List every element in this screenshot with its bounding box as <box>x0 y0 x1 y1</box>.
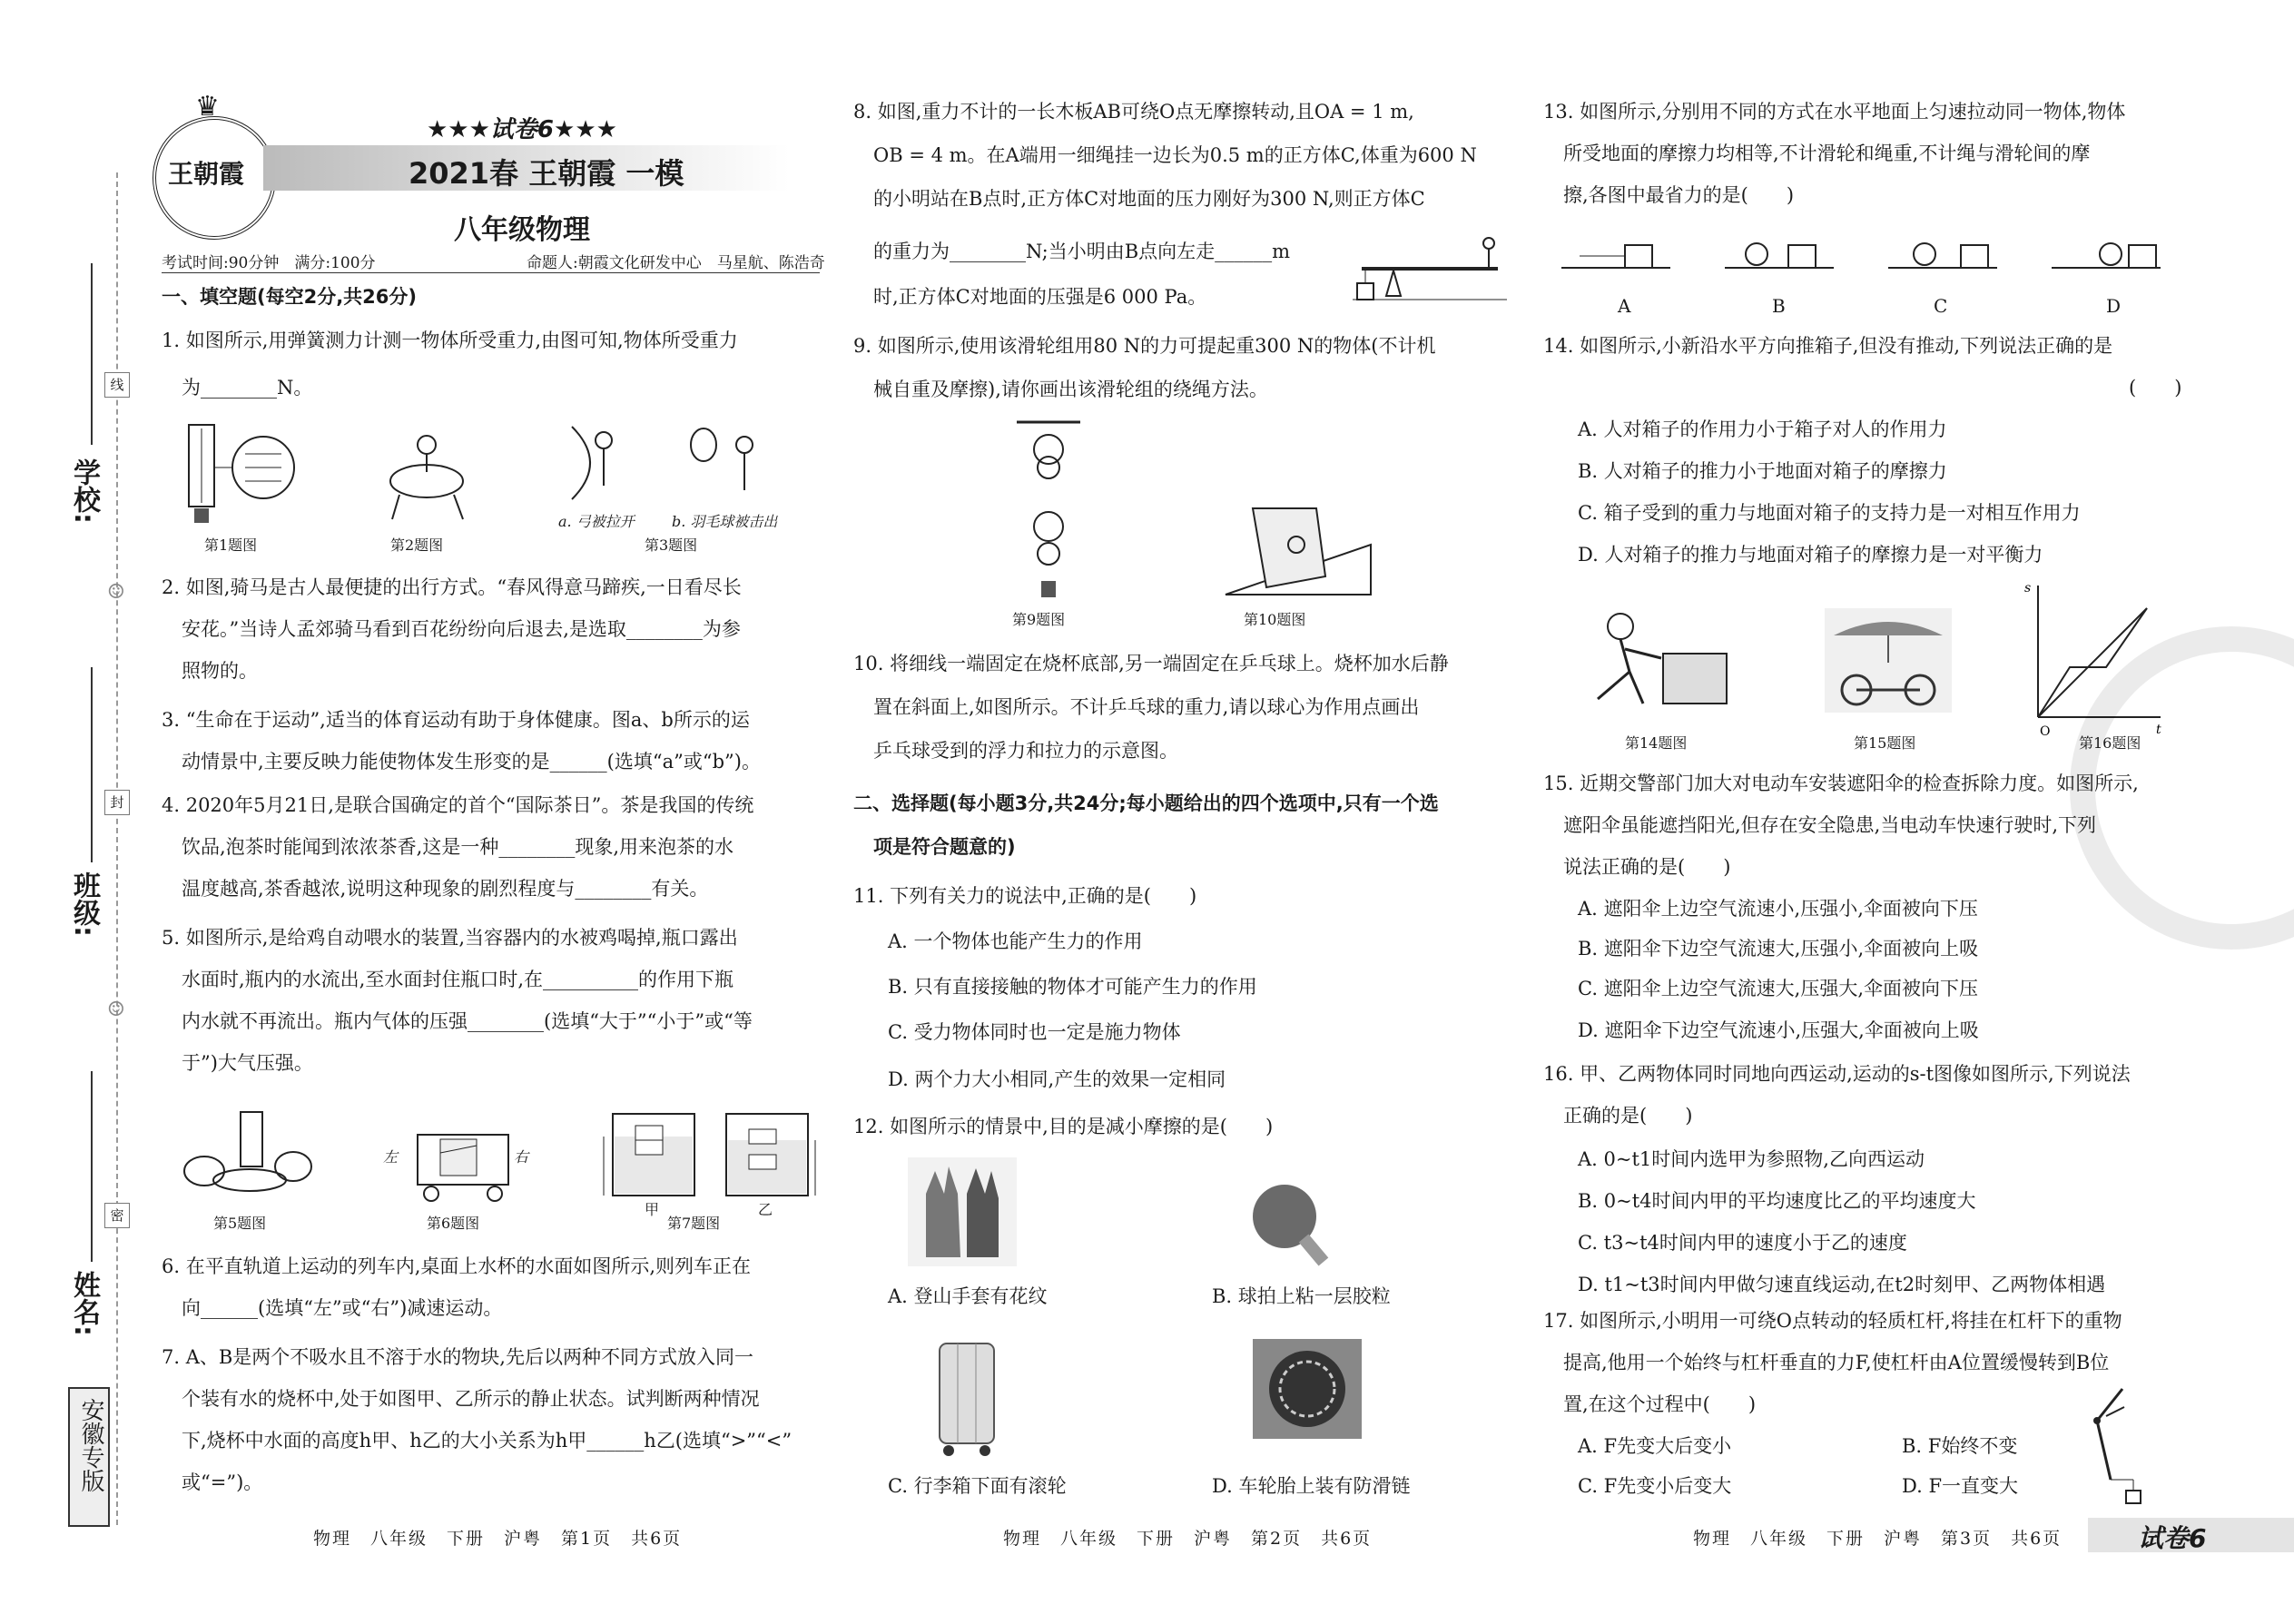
q12-option-d: D. 车轮胎上装有防滑链 <box>1212 1475 1411 1497</box>
fig6-train-cup <box>399 1126 517 1207</box>
fig14-boy-pushing <box>1580 608 1734 713</box>
q8-line5: 时,正方体C对地面的压强是6 000 Pa。 <box>873 286 1207 308</box>
series-label: ★★★试卷6★★★ <box>427 116 617 143</box>
page2-footer: 物理 八年级 下册 沪粤 第2页 共6页 <box>1003 1529 1373 1549</box>
name-label: 姓名: <box>68 1271 100 1336</box>
fig5-caption: 第5题图 <box>213 1215 267 1232</box>
class-blank <box>91 667 93 862</box>
q12-option-a: A. 登山手套有花纹 <box>888 1285 1048 1307</box>
q16-option-c: C. t3~t4时间内甲的速度小于乙的速度 <box>1578 1232 1907 1254</box>
fig15-ebike-umbrella <box>1825 608 1952 713</box>
rose-icon: ☺ <box>107 581 125 604</box>
q17-line3: 置,在这个过程中( ) <box>1563 1393 1757 1415</box>
fig8-lever <box>1353 232 1507 305</box>
seal-seal: 封 <box>104 790 130 815</box>
q2-line3: 照物的。 <box>182 660 258 682</box>
q16-option-b: B. 0~t4时间内甲的平均速度比乙的平均速度大 <box>1578 1190 1976 1212</box>
seal-line: 线 <box>104 372 130 398</box>
q5-line4: 于”)大气压强。 <box>182 1052 313 1074</box>
q2-line2: 安花。”当诗人孟郊骑马看到百花纷纷向后退去,是选取________为参 <box>182 618 741 640</box>
q13-line1: 13. 如图所示,分别用不同的方式在水平地面上匀速拉动同一物体,物体 <box>1543 101 2126 123</box>
exam-authors: 命题人:朝霞文化研发中心 马星航、陈浩奇 <box>527 254 825 272</box>
q15-line3: 说法正确的是( ) <box>1563 856 1731 878</box>
q4-line3: 温度越高,茶香越浓,说明这种现象的剧烈程度与________有关。 <box>182 878 709 900</box>
q14-option-b: B. 人对箱子的推力小于地面对箱子的摩擦力 <box>1578 460 1947 482</box>
q11-option-b: B. 只有直接接触的物体才可能产生力的作用 <box>888 976 1257 998</box>
q8-line1: 8. 如图,重力不计的一长木板AB可绕O点无摩擦转动,且OA = 1 m, <box>853 101 1414 123</box>
q8-line2: OB = 4 m。在A端用一细绳挂一边长为0.5 m的正方体C,体重为600 N <box>873 144 1477 166</box>
q13-label-b: B <box>1772 295 1786 317</box>
fig3a-label: a. 弓被拉开 <box>558 513 635 530</box>
q10-line1: 10. 将细线一端固定在烧杯底部,另一端固定在乒乓球上。烧杯加水后静 <box>853 653 1449 674</box>
q1-line2: 为________N。 <box>182 377 313 399</box>
q10-line2: 置在斜面上,如图所示。不计乒乓球的重力,请以球心为作用点画出 <box>873 696 1420 718</box>
svg-text:t: t <box>2156 723 2161 737</box>
q17-option-c: C. F先变小后变大 <box>1578 1475 1732 1497</box>
q8-line3: 的小明站在B点时,正方体C对地面的压力刚好为300 N,则正方体C <box>873 188 1425 210</box>
page1-footer: 物理 八年级 下册 沪粤 第1页 共6页 <box>313 1529 683 1549</box>
q6-line2: 向______(选填“左”或“右”)减速运动。 <box>182 1297 503 1319</box>
fig16-caption: 第16题图 <box>2079 734 2141 752</box>
class-label: 班级: <box>68 871 100 937</box>
rose-icon: ☺ <box>107 999 125 1021</box>
q14-option-d: D. 人对箱子的推力与地面对箱子的摩擦力是一对平衡力 <box>1578 544 2043 566</box>
q3-line1: 3. “生命在于运动”,适当的体育运动有助于身体健康。图a、b所示的运 <box>162 709 750 731</box>
q5-line2: 水面时,瓶内的水流出,至水面封住瓶口时,在__________的作用下瓶 <box>182 969 734 990</box>
fig7-caption: 第7题图 <box>667 1215 721 1232</box>
fig3b-label: b. 羽毛球被击出 <box>672 513 778 530</box>
q17-option-d: D. F一直变大 <box>1902 1475 2019 1497</box>
q11-stem: 11. 下列有关力的说法中,正确的是( ) <box>853 885 1197 907</box>
q16-line2: 正确的是( ) <box>1563 1105 1693 1127</box>
exam-meta: 考试时间:90分钟 满分:100分 <box>162 254 376 272</box>
fig6-left-label: 左 <box>383 1148 399 1166</box>
q7-line3: 下,烧杯中水面的高度h甲、h乙的大小关系为h甲______h乙(选填“>”“<” <box>182 1430 793 1452</box>
q17-option-a: A. F先变大后变小 <box>1578 1435 1732 1457</box>
q12-stem: 12. 如图所示的情景中,目的是减小摩擦的是( ) <box>853 1116 1274 1137</box>
fig1-caption: 第1题图 <box>204 536 258 554</box>
fig3-caption: 第3题图 <box>645 536 698 554</box>
q15-line1: 15. 近期交警部门加大对电动车安装遮阳伞的检查拆除力度。如图所示, <box>1543 773 2139 794</box>
q13-label-c: C <box>1934 295 1948 317</box>
q4-line2: 饮品,泡茶时能闻到浓浓茶香,这是一种________现象,用来泡茶的水 <box>182 836 734 858</box>
fig7-jia-label: 甲 <box>645 1201 660 1218</box>
q13-label-d: D <box>2106 295 2122 317</box>
seal-secret: 密 <box>104 1203 130 1228</box>
q16-option-a: A. 0~t1时间内选甲为参照物,乙向西运动 <box>1578 1148 1925 1170</box>
q10-line3: 乒乓球受到的浮力和拉力的示意图。 <box>873 740 1178 762</box>
q5-line1: 5. 如图所示,是给鸡自动喂水的装置,当容器内的水被鸡喝掉,瓶口露出 <box>162 927 738 949</box>
q16-line1: 16. 甲、乙两物体同时同地向西运动,运动的s-t图像如图所示,下列说法 <box>1543 1063 2131 1085</box>
fig5-chicken-feeder <box>177 1107 313 1207</box>
header-rule <box>162 272 820 273</box>
brand-logo-text: 王朝霞 <box>168 159 245 189</box>
q11-option-c: C. 受力物体同时也一定是施力物体 <box>888 1021 1181 1043</box>
fig3a-archer <box>554 418 635 508</box>
q7-line2: 个装有水的烧杯中,处于如图甲、乙所示的静止状态。试判断两种情况 <box>182 1388 760 1410</box>
fig1-spring-scale <box>182 418 300 527</box>
fig2-horse-rider <box>372 418 481 527</box>
q12-tire-chain-photo <box>1253 1339 1362 1439</box>
q7-line4: 或“=”)。 <box>182 1471 263 1493</box>
q12-option-b: B. 球拍上粘一层胶粒 <box>1212 1285 1391 1307</box>
q15-option-a: A. 遮阳伞上边空气流速小,压强小,伞面被向下压 <box>1578 898 1978 920</box>
q13-line2: 所受地面的摩擦力均相等,不计滑轮和绳重,不计绳与滑轮间的摩 <box>1563 143 2091 164</box>
q3-line2: 动情景中,主要反映力能使物体发生形变的是______(选填“a”或“b”)。 <box>182 751 761 773</box>
fig10-incline-beaker <box>1216 504 1380 604</box>
edition-text: 安徽专版 <box>77 1398 104 1492</box>
q12-glove-photo <box>908 1157 1017 1266</box>
svg-text:O: O <box>2040 724 2051 739</box>
fig7-yi-label: 乙 <box>758 1201 773 1218</box>
q15-option-c: C. 遮阳伞上边空气流速大,压强大,伞面被向下压 <box>1578 978 1979 999</box>
section2-title-line1: 二、选择题(每小题3分,共24分;每小题给出的四个选项中,只有一个选 <box>853 792 1439 814</box>
q15-option-d: D. 遮阳伞下边空气流速小,压强大,伞面被向上吸 <box>1578 1019 1979 1041</box>
q5-line3: 内水就不再流出。瓶内气体的压强________(选填“大于”“小于”或“等 <box>182 1010 753 1032</box>
q1-line1: 1. 如图所示,用弹簧测力计测一物体所受重力,由图可知,物体所受重力 <box>162 330 738 351</box>
q6-line1: 6. 在平直轨道上运动的列车内,桌面上水杯的水面如图所示,则列车正在 <box>162 1255 752 1277</box>
section1-title: 一、填空题(每空2分,共26分) <box>162 286 418 308</box>
school-blank <box>91 263 93 445</box>
q17-line2: 提高,他用一个始终与杠杆垂直的力F,使杠杆由A位置缓慢转到B位 <box>1563 1352 2110 1373</box>
q12-paddle-photo <box>1244 1180 1334 1271</box>
fig2-caption: 第2题图 <box>390 536 444 554</box>
fig9-pulleys <box>1017 418 1080 608</box>
footer-tag: 试卷6 <box>2138 1523 2207 1553</box>
q8-line4: 的重力为________N;当小明由B点向左走______m <box>873 241 1291 262</box>
fig14-caption: 第14题图 <box>1625 734 1688 752</box>
fig15-caption: 第15题图 <box>1854 734 1916 752</box>
subject-title: 八年级物理 <box>454 214 590 246</box>
fig17-lever-arm <box>2079 1380 2170 1507</box>
fig10-caption: 第10题图 <box>1244 611 1306 628</box>
q14-paren: ( ) <box>2129 377 2182 399</box>
page3-footer: 物理 八年级 下册 沪粤 第3页 共6页 <box>1693 1529 2063 1549</box>
q16-option-d: D. t1~t3时间内甲做匀速直线运动,在t2时刻甲、乙两物体相遇 <box>1578 1274 2106 1295</box>
q17-option-b: B. F始终不变 <box>1902 1435 2018 1457</box>
fig6-caption: 第6题图 <box>427 1215 480 1232</box>
exam-title: 2021春 王朝霞 一模 <box>409 156 684 191</box>
fig9-caption: 第9题图 <box>1012 611 1066 628</box>
school-label: 学校: <box>68 458 100 524</box>
q17-line1: 17. 如图所示,小明用一可绕O点转动的轻质杠杆,将挂在杠杆下的重物 <box>1543 1310 2122 1332</box>
q14-option-c: C. 箱子受到的重力与地面对箱子的支持力是一对相互作用力 <box>1578 502 2081 524</box>
q9-line2: 械自重及摩擦),请你画出该滑轮组的绕绳方法。 <box>873 379 1268 400</box>
q2-line1: 2. 如图,骑马是古人最便捷的出行方式。“春风得意马蹄疾,一日看尽长 <box>162 576 742 598</box>
q13-line3: 擦,各图中最省力的是( ) <box>1563 184 1795 206</box>
q12-suitcase-photo <box>926 1334 1008 1462</box>
q15-line2: 遮阳伞虽能遮挡阳光,但存在安全隐患,当电动车快速行驶时,下列 <box>1563 814 2097 836</box>
section2-title-line2: 项是符合题意的) <box>873 836 1016 858</box>
q13-label-a: A <box>1618 295 1631 317</box>
fig7-beakers <box>590 1109 817 1205</box>
q9-line1: 9. 如图所示,使用该滑轮组用80 N的力可提起重300 N的物体(不计机 <box>853 335 1436 357</box>
q12-option-c: C. 行李箱下面有滚轮 <box>888 1475 1067 1497</box>
q15-option-b: B. 遮阳伞下边空气流速大,压强小,伞面被向上吸 <box>1578 938 1979 960</box>
q4-line1: 4. 2020年5月21日,是联合国确定的首个“国际茶日”。茶是我国的传统 <box>162 794 754 816</box>
fig6-right-label: 右 <box>514 1148 529 1166</box>
q11-option-d: D. 两个力大小相同,产生的效果一定相同 <box>888 1068 1226 1090</box>
crown-icon: ♛ <box>195 91 220 123</box>
svg-text:s: s <box>2024 581 2032 595</box>
name-blank <box>91 1071 93 1262</box>
q13-figures <box>1561 222 2197 286</box>
fig3b-badminton <box>681 418 772 508</box>
q11-option-a: A. 一个物体也能产生力的作用 <box>888 930 1143 952</box>
q14-stem: 14. 如图所示,小新沿水平方向推箱子,但没有推动,下列说法正确的是 <box>1543 335 2113 357</box>
q7-line1: 7. A、B是两个不吸水且不溶于水的物块,先后以两种不同方式放入同一 <box>162 1346 753 1368</box>
q14-option-a: A. 人对箱子的作用力小于箱子对人的作用力 <box>1578 418 1947 440</box>
